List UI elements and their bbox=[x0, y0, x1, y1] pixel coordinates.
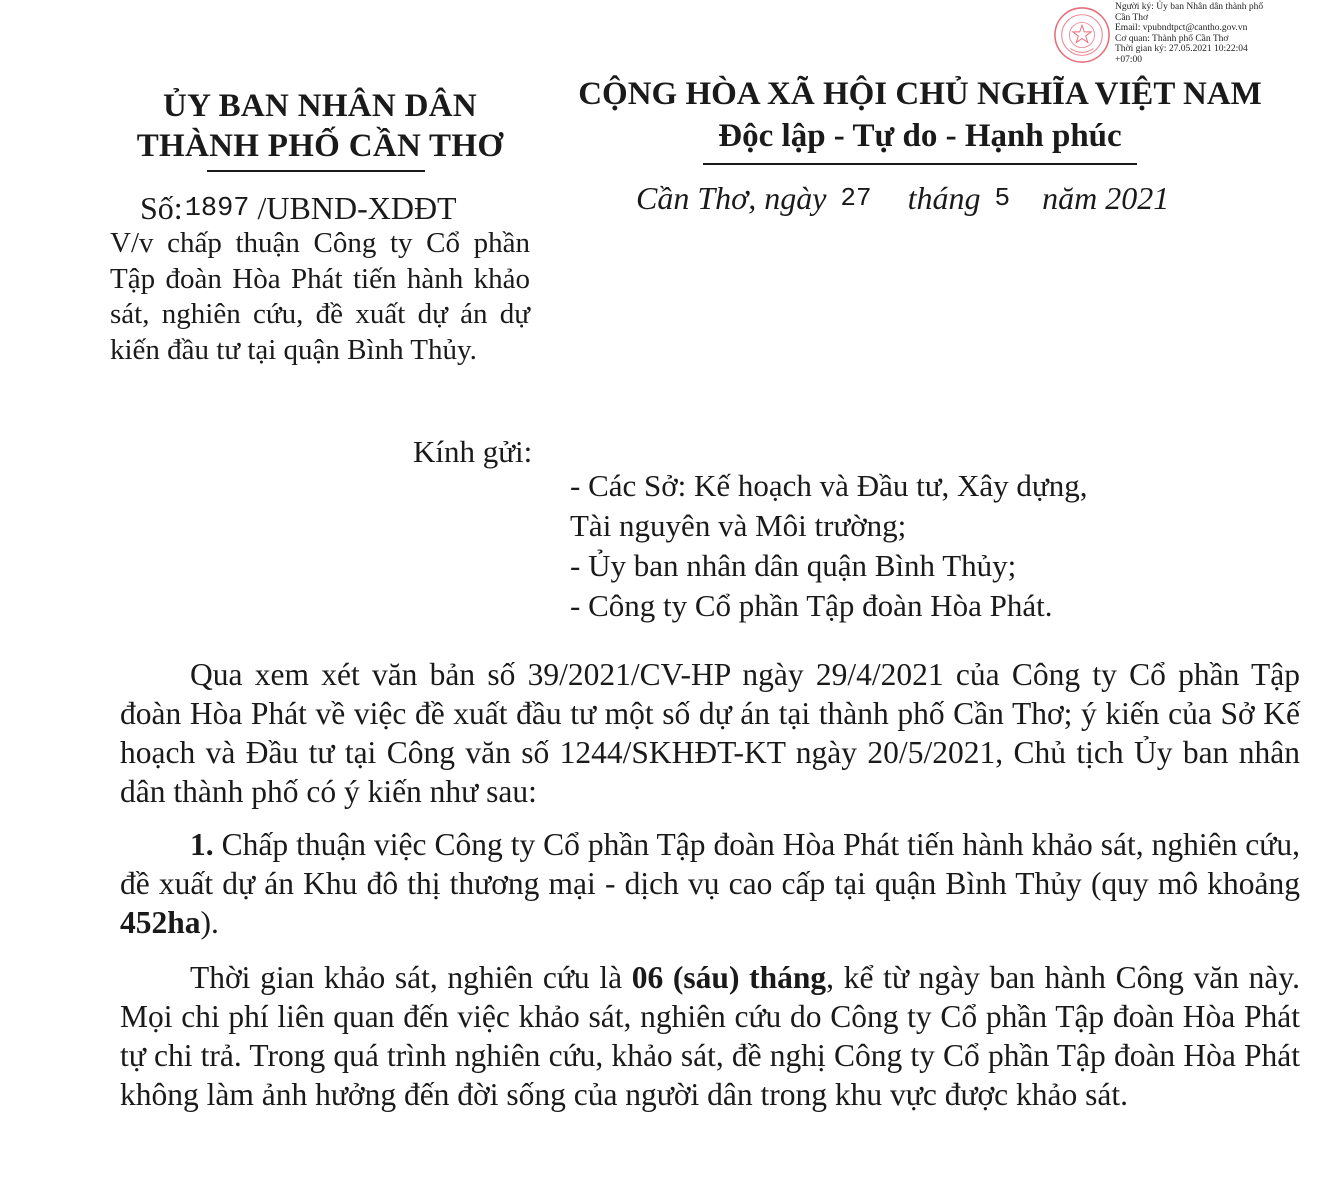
date-month-label: tháng bbox=[907, 180, 981, 216]
date-day: 27 bbox=[840, 183, 872, 213]
doc-no-suffix: /UBND-XDĐT bbox=[257, 190, 457, 226]
issuing-org-line2: THÀNH PHỐ CẦN THƠ bbox=[136, 128, 504, 164]
recipient-item: - Các Sở: Kế hoạch và Đầu tư, Xây dựng, bbox=[570, 468, 1088, 503]
signer-line: Người ký: Ủy ban Nhân dân thành phố bbox=[1115, 2, 1264, 12]
item1-number: 1. bbox=[190, 827, 214, 862]
item1-text: Chấp thuận việc Công ty Cổ phần Tập đoàn Hòa Phát tiến hành khảo sát, nghiên cứu, đề xuất dự án Khu đô thị thương mại - dịch vụ cao cấp tại quận Bình Thủy (quy mô khoảng bbox=[120, 827, 1300, 901]
digital-signature-seal-icon bbox=[1053, 6, 1111, 64]
document-number bbox=[140, 190, 457, 228]
motto-divider bbox=[703, 163, 1137, 165]
signer-line-cont: Cần Thơ bbox=[1115, 12, 1149, 23]
signing-time: Thời gian ký: 27.05.2021 10:22:04 bbox=[1115, 44, 1248, 54]
signer-agency: Cơ quan: Thành phố Cần Thơ bbox=[1115, 33, 1229, 44]
item1-end: ). bbox=[200, 905, 219, 940]
recipient-item: - Công ty Cổ phần Tập đoàn Hòa Phát. bbox=[570, 588, 1053, 623]
duration-paragraph bbox=[120, 958, 1300, 1114]
recipient-item: Tài nguyên và Môi trường; bbox=[570, 508, 907, 543]
body-item-1 bbox=[120, 825, 1300, 942]
duration-end: , kể từ ngày ban hành Công văn này. Mọi chi phí liên quan đến việc khảo sát, nghiên cứu do Công ty Cổ phần Tập đoàn Hòa Phát tự chi trả. Trong quá trình nghiên cứu, khảo sát, đề nghị Công ty Cổ phần Tập đoàn Hòa Phát không làm ảnh hưởng đến đời sống của người dân trong khu vực được khảo sát. bbox=[120, 960, 1300, 1112]
issuing-org-line1: ỦY BAN NHÂN DÂN bbox=[162, 88, 478, 124]
doc-no-label: Số: bbox=[140, 190, 183, 226]
doc-no-value: 1897 bbox=[184, 194, 250, 224]
document-subject: V/v chấp thuận Công ty Cổ phần Tập đoàn Hòa Phát tiến hành khảo sát, nghiên cứu, đề xuất dự án dự kiến đầu tư tại quận Bình Thủy. bbox=[110, 227, 530, 366]
national-motto: Độc lập - Tự do - Hạnh phúc bbox=[718, 118, 1122, 154]
org-divider bbox=[207, 170, 425, 172]
digital-signature-info bbox=[1115, 2, 1325, 65]
body-intro bbox=[120, 655, 1300, 811]
recipients-list bbox=[570, 466, 1087, 626]
duration-start: Thời gian khảo sát, nghiên cứu là bbox=[190, 960, 632, 995]
date-place: Cần Thơ, ngày bbox=[636, 180, 827, 216]
recipients-label: Kính gửi: bbox=[413, 434, 533, 469]
body-duration bbox=[120, 958, 1300, 1114]
signer-email: Email: vpubndtpct@cantho.gov.vn bbox=[1115, 23, 1248, 33]
duration-bold: 06 (sáu) tháng bbox=[631, 960, 827, 995]
national-title: CỘNG HÒA XÃ HỘI CHỦ NGHĨA VIỆT NAM bbox=[578, 76, 1262, 112]
signing-timezone: +07:00 bbox=[1115, 54, 1142, 65]
date-year: năm 2021 bbox=[1042, 180, 1170, 216]
item1-paragraph bbox=[120, 825, 1300, 942]
date-month: 5 bbox=[994, 183, 1011, 213]
intro-paragraph: Qua xem xét văn bản số 39/2021/CV-HP ngày 29/4/2021 của Công ty Cổ phần Tập đoàn Hòa Phát về việc đề xuất đầu tư một số dự án tại thành phố Cần Thơ; ý kiến của Sở Kế hoạch và Đầu tư tại Công văn số 1244/SKHĐT-KT ngày 20/5/2021, Chủ tịch Ủy ban nhân dân thành phố có ý kiến như sau: bbox=[120, 657, 1300, 809]
item1-area: 452ha bbox=[120, 905, 201, 940]
date-line bbox=[636, 180, 1169, 217]
recipient-item: - Ủy ban nhân dân quận Bình Thủy; bbox=[570, 548, 1017, 583]
